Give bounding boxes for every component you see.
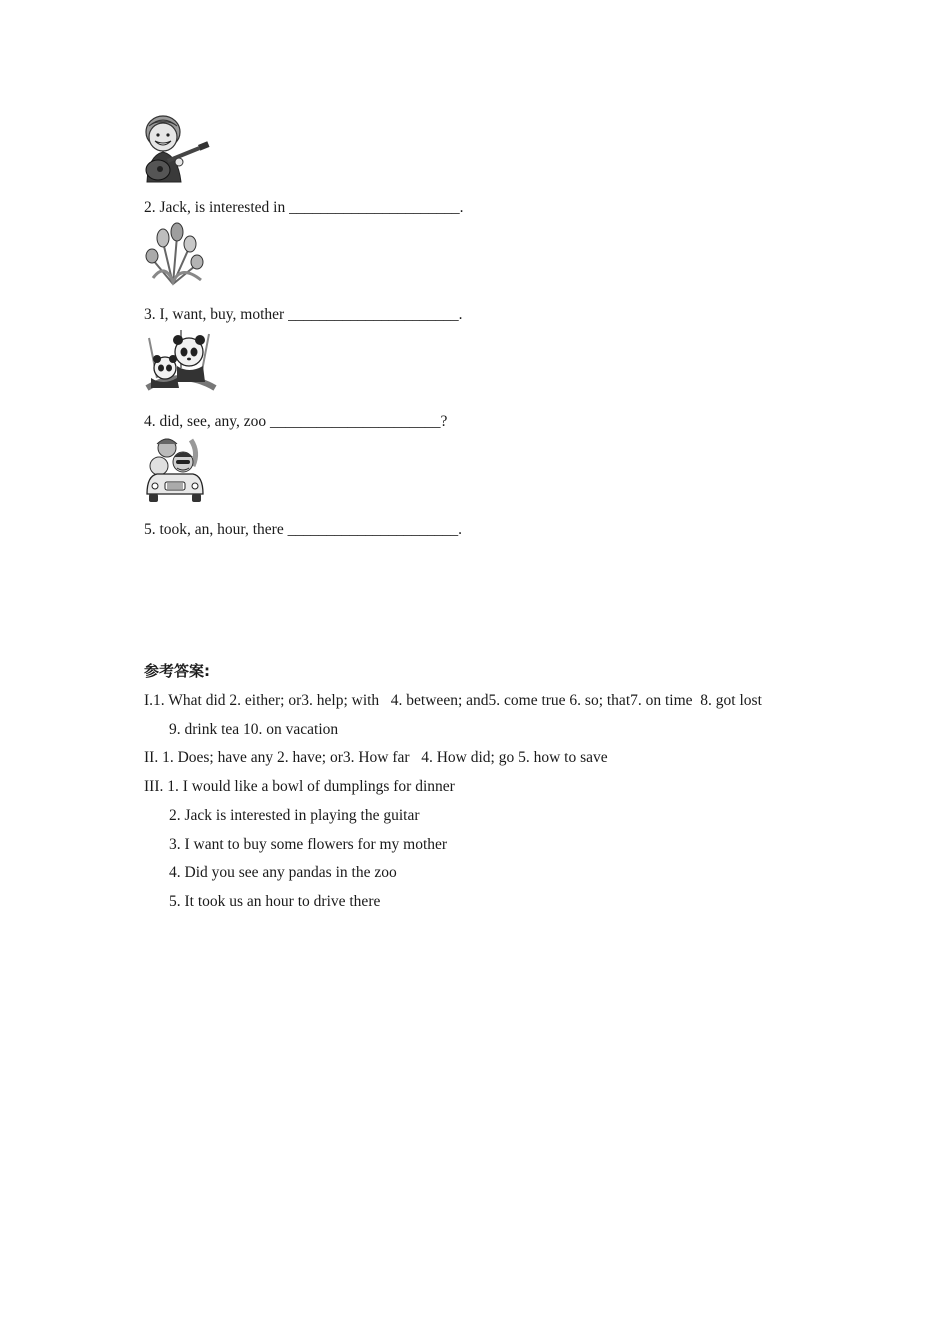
- family-car-picture: [143, 436, 207, 504]
- answer-section-3-line-4: 4. Did you see any pandas in the zoo: [169, 864, 397, 881]
- answer-section-1-line-2: 9. drink tea 10. on vacation: [169, 721, 339, 738]
- answer-section-3-line-5: 5. It took us an hour to drive there: [169, 893, 381, 910]
- question-4: 4. did, see, any, zoo ______________________?: [144, 413, 448, 430]
- answer-section-3-line-1: III. 1. I would like a bowl of dumplings for dinner: [144, 778, 455, 795]
- question-3: 3. I, want, buy, mother ______________________.: [144, 306, 463, 323]
- boy-guitar-picture: [143, 112, 213, 184]
- answer-section-3-line-2: 2. Jack is interested in playing the guitar: [169, 807, 420, 824]
- answer-key-heading: 参考答案:: [144, 662, 210, 680]
- flowers-picture: [143, 222, 207, 288]
- pandas-picture: [143, 328, 219, 394]
- answer-section-3-line-3: 3. I want to buy some flowers for my mother: [169, 836, 448, 853]
- question-5: 5. took, an, hour, there ______________________.: [144, 521, 462, 538]
- question-2: 2. Jack, is interested in ______________________.: [144, 199, 464, 216]
- answer-section-2: II. 1. Does; have any 2. have; or3. How far 4. How did; go 5. how to save: [144, 749, 608, 766]
- answer-section-1-line-1: I.1. What did 2. either; or3. help; with 4. between; and5. come true 6. so; that7. on time 8. got lost: [144, 692, 762, 709]
